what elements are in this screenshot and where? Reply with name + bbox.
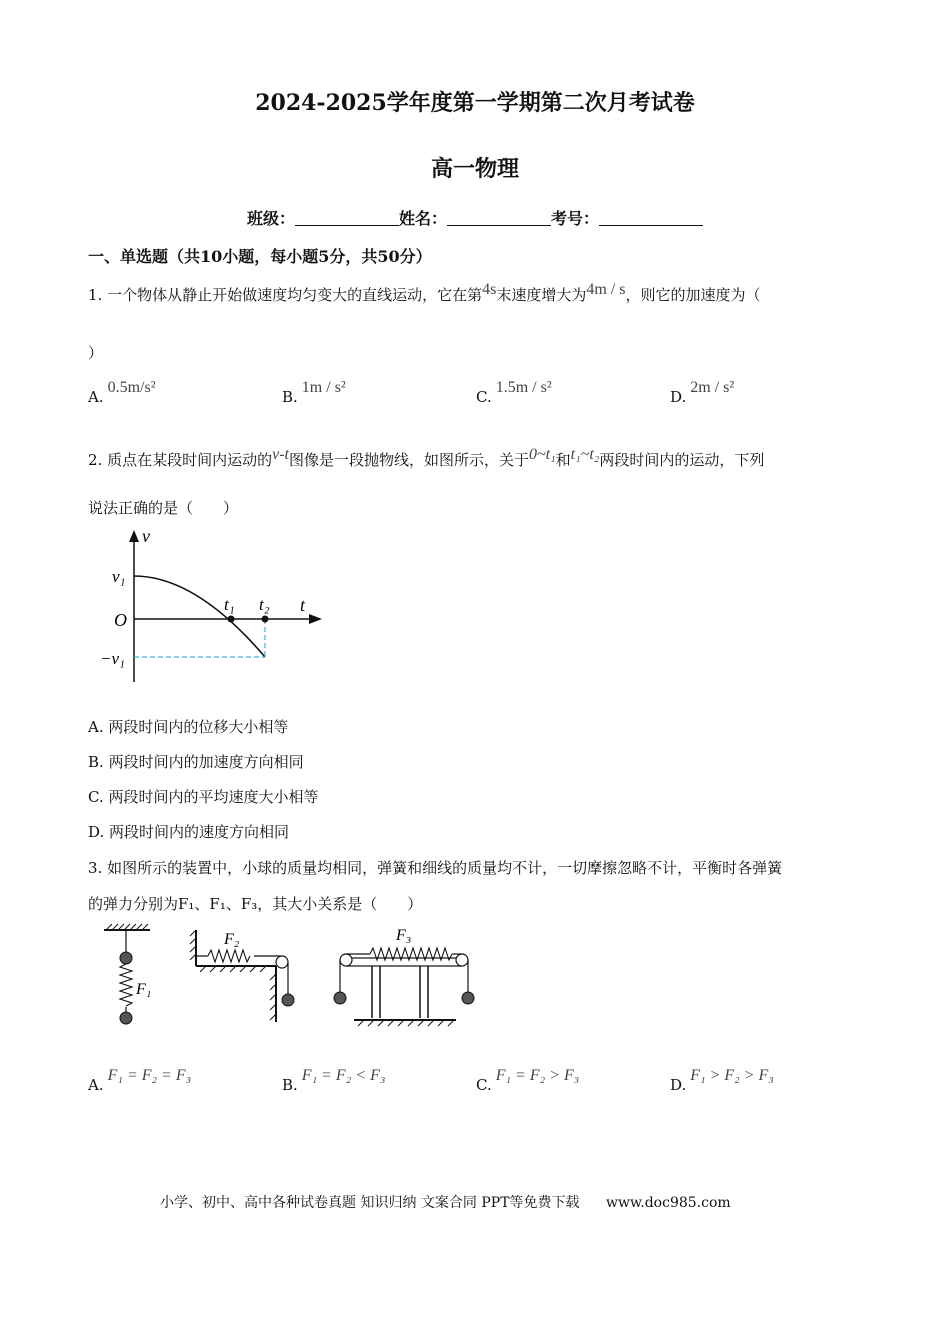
name-blank[interactable]	[447, 211, 551, 226]
q1-text-c: ，则它的加速度为（	[625, 286, 761, 304]
exam-subject: 高一物理	[430, 156, 519, 182]
q2-option-a[interactable]: A. 两段时间内的位移大小相等	[88, 718, 289, 736]
q2-option-d[interactable]: D. 两段时间内的速度方向相同	[88, 823, 290, 841]
q1-option-b[interactable]: B.1m / s²	[282, 379, 346, 406]
t-axis-arrow-icon	[309, 614, 322, 624]
v-axis-label: v	[142, 526, 150, 546]
origin-label: O	[114, 610, 127, 630]
q1-text-b: 末速度增大为	[496, 286, 587, 304]
student-info-row	[0, 206, 950, 229]
spring-setup-3	[334, 927, 474, 1026]
q3-stem: 3. 如图所示的装置中，小球的质量均相同，弹簧和细线的质量均不计，一切摩擦忽略不计，平衡时各弹簧	[88, 859, 783, 877]
q3-stem-line2: 的弹力分别为F₁、F₁、F₃，其大小关系是（ ）	[88, 895, 423, 913]
class-label: 班级：	[246, 209, 295, 228]
t-axis-label: t	[300, 595, 306, 615]
footer-text: 小学、初中、高中各种试卷真题 知识归纳 文案合同 PPT等免费下载	[160, 1195, 580, 1211]
class-blank[interactable]	[295, 211, 399, 226]
exam-title: 2024-2025学年度第一学期第二次月考试卷	[255, 90, 695, 116]
f1-label: F₁	[136, 981, 152, 998]
q2-option-b[interactable]: B. 两段时间内的加速度方向相同	[88, 753, 304, 771]
q1-option-d[interactable]: D.2m / s²	[670, 379, 735, 406]
q2-text-d: 两段时间内的运动，下列	[599, 451, 765, 469]
q1-option-c[interactable]: C.1.5m / s²	[476, 379, 552, 406]
q1-math-time: 4s	[482, 281, 497, 298]
q1-text-a: 1. 一个物体从静止开始做速度均匀变大的直线运动，它在第	[88, 286, 483, 304]
q2-stem	[88, 446, 765, 470]
q3-spring-figure	[96, 922, 476, 1032]
v1-label: v₁	[112, 567, 126, 586]
number-label: 考号：	[551, 209, 600, 228]
q1-math-speed: 4m / s	[586, 281, 626, 298]
name-label: 姓名：	[398, 209, 447, 228]
number-blank[interactable]	[599, 211, 703, 226]
q2-option-c[interactable]: C. 两段时间内的平均速度大小相等	[88, 788, 319, 806]
q2-text-c: 和	[555, 451, 571, 469]
q2-vt-graph	[96, 522, 336, 687]
section-heading: 一、单选题（共10小题，每小题5分，共50分）	[88, 247, 432, 266]
f3-label: F₃	[396, 927, 412, 944]
q3-option-b[interactable]: B.F₁ = F₂ < F₃	[282, 1067, 386, 1094]
q2-text-a: 2. 质点在某段时间内运动的	[88, 451, 273, 469]
q2-stem-line2: 说法正确的是（ ）	[88, 499, 239, 517]
q1-stem	[88, 281, 761, 305]
q1-option-a[interactable]: A.0.5m/s²	[88, 379, 156, 406]
q2-math-vt: v-t	[272, 446, 289, 463]
f2-label: F₂	[224, 931, 240, 948]
q3-option-c[interactable]: C.F₁ = F₂ > F₃	[476, 1067, 580, 1094]
q2-math-interval2: t₁~t₂	[570, 446, 600, 463]
t1-label: t₁	[224, 595, 235, 614]
neg-v1-label: −v₁	[100, 649, 125, 668]
q1-close-paren: ）	[88, 344, 104, 362]
q3-option-d[interactable]: D.F₁ > F₂ > F₃	[670, 1067, 774, 1094]
parabola-curve	[134, 576, 265, 657]
page-footer	[160, 1192, 731, 1212]
footer-link[interactable]: www.doc985.com	[605, 1195, 731, 1211]
q2-math-interval1: 0~t₁	[528, 446, 556, 463]
q2-text-b: 图像是一段抛物线，如图所示，关于	[288, 451, 529, 469]
t2-label: t₂	[259, 595, 270, 614]
spring-setup-1	[104, 924, 151, 1024]
v-axis-arrow-icon	[129, 530, 139, 542]
q3-option-a[interactable]: A.F₁ = F₂ = F₃	[88, 1067, 192, 1094]
t2-point	[262, 616, 269, 623]
t1-point	[228, 616, 235, 623]
spring-setup-2	[190, 930, 294, 1022]
